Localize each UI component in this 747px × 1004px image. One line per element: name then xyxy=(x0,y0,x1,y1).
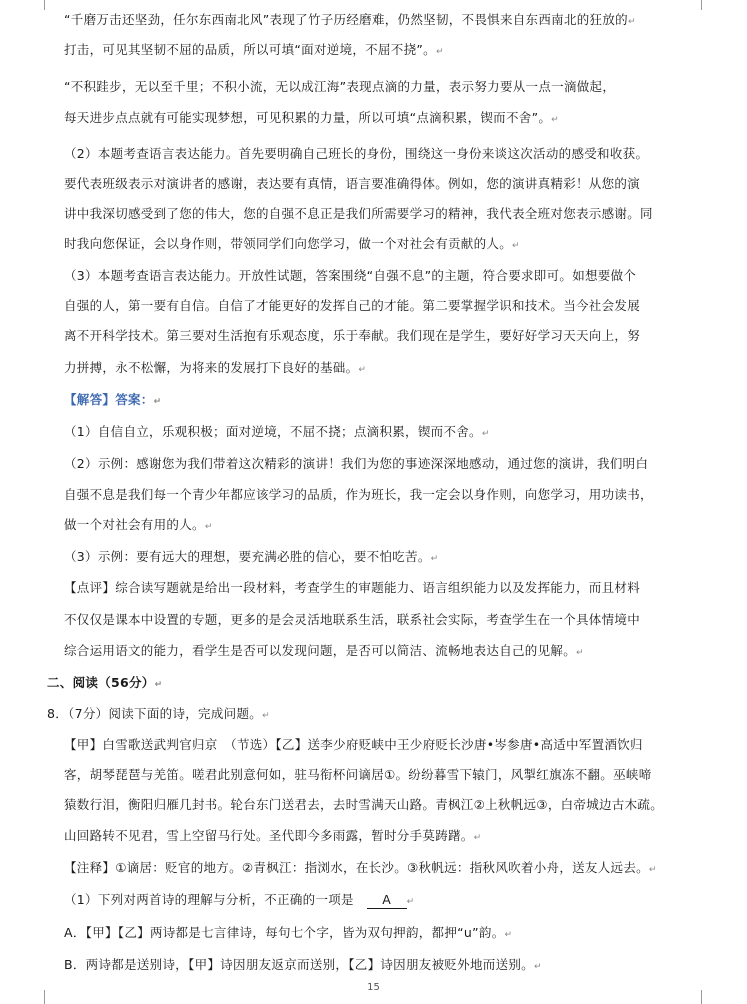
page-number: 15 xyxy=(367,982,380,993)
crop-mark-top-right xyxy=(701,0,702,10)
text-line: （2）示例：感谢您为我们带着这次精彩的演讲！我们为您的事迹深深地感动，通过您的演讲，我们明白 xyxy=(64,456,649,471)
text-line: （3）示例：要有远大的理想，要充满必胜的信心，要不怕吃苦。↵ xyxy=(64,549,439,564)
text-line: （2）本题考查语言表达能力。首先要明确自己班长的身份，围绕这一身份来谈这次活动的感受和收获。 xyxy=(64,146,649,161)
poem-line: 客，胡琴琵琶与羌笛。嗟君此别意何如，驻马衔杯问谪居①。纷纷暮雪下辕门，风掣红旗冻不翻。巫峡啼 xyxy=(64,767,652,782)
poem-line: 猿数行泪，衡阳归雁几封书。轮台东门送君去，去时雪满天山路。青枫江②上秋帆远③，白帝城边古木疏。 xyxy=(64,797,664,812)
text-line: （3）本题考查语言表达能力。开放性试题，答案围绕“自强不息”的主题，符合要求即可。如想要做个 xyxy=(64,268,637,283)
option-b: B．两诗都是送别诗，【甲】诗因朋友返京而送别，【乙】诗因朋友被贬外地而送别。↵ xyxy=(64,957,542,972)
text-line: 讲中我深切感受到了您的伟大，您的自强不息正是我们所需要学习的精神，我代表全班对您表示感谢。同 xyxy=(64,206,653,221)
text-line: 力拼搏，永不松懈，为将来的发展打下良好的基础。↵ xyxy=(64,360,367,375)
text-line: 不仅仅是课本中设置的专题，更多的是会灵活地联系生活，联系社会实际，考查学生在一个具体情境中 xyxy=(64,612,641,627)
text-line: 每天进步点点就有可能实现梦想，可见积累的力量，所以可填“点滴积累，锲而不舍”。↵ xyxy=(64,110,559,125)
answer-blank: A xyxy=(367,892,407,909)
poem-line: 【甲】白雪歌送武判官归京 （节选）【乙】送李少府贬峡中王少府贬长沙唐•岑参唐•高适中军置酒饮归 xyxy=(64,737,643,752)
option-a: A．【甲】【乙】两诗都是七言律诗，每句七个字，皆为双句押韵，都押“u”韵。↵ xyxy=(64,925,513,940)
text-line: 时我向您保证，会以身作则，带领同学们向您学习，做一个对社会有贡献的人。↵ xyxy=(64,236,520,251)
text-line: 综合运用语文的能力，看学生是否可以发现问题，是否可以简洁、流畅地表达自己的见解。↵ xyxy=(64,643,584,658)
sub-question: （1）下列对两首诗的理解与分析，不正确的一项是 A ↵ xyxy=(64,892,415,907)
annotation-line: 【注释】①谪居：贬官的地方。②青枫江：指浏水，在长沙。③秋帆远：指秋风吹着小舟，送友人远去。↵ xyxy=(64,860,657,875)
text-line: “千磨万击还坚劲，任尔东西南北风”表现了竹子历经磨难，仍然坚韧，不畏惧来自东西南北的狂放的↵ xyxy=(64,12,636,27)
crop-mark-top-left xyxy=(44,0,45,10)
comment-paragraph: 【点评】综合读写题就是给出一段材料，考查学生的审题能力、语言组织能力以及发挥能力，而且材料 xyxy=(64,580,641,595)
text-line: 自强不息是我们每一个青少年都应该学习的品质，作为班长，我一定会以身作则，向您学习，用功读书， xyxy=(64,487,653,502)
text-line: “不积跬步，无以至千里；不积小流，无以成江海”表现点滴的力量，表示努力要从一点一滴做起， xyxy=(64,79,616,94)
text-line: （1）自信自立，乐观积极；面对逆境，不屈不挠；点滴积累，锲而不舍。↵ xyxy=(64,424,490,439)
answer-heading: 【解答】答案：↵ xyxy=(64,392,162,407)
poem-line: 山回路转不见君，雪上空留马行处。圣代即今多雨露，暂时分手莫踌躇。↵ xyxy=(64,828,482,843)
question-heading: 8．（7分）阅读下面的诗，完成问题。↵ xyxy=(47,706,270,721)
text-line: 要代表班级表示对演讲者的感谢，表达要有真情，语言要准确得体。例如，您的演讲真精彩！从您的演 xyxy=(64,176,641,191)
text-line: 打击，可见其坚韧不屈的品质，所以可填“面对逆境，不屈不挠”。↵ xyxy=(64,42,444,57)
text-line: 离不开科学技术。第三要对生活抱有乐观态度，乐于奉献。我们现在是学生，要好好学习天天向上，努 xyxy=(64,328,641,343)
section-heading: 二、阅读（56分）↵ xyxy=(47,675,163,690)
text-line: 自强的人，第一要有自信。自信了才能更好的发挥自己的才能。第二要掌握学识和技术。当今社会发展 xyxy=(64,298,641,313)
text-line: 做一个对社会有用的人。↵ xyxy=(64,517,213,532)
